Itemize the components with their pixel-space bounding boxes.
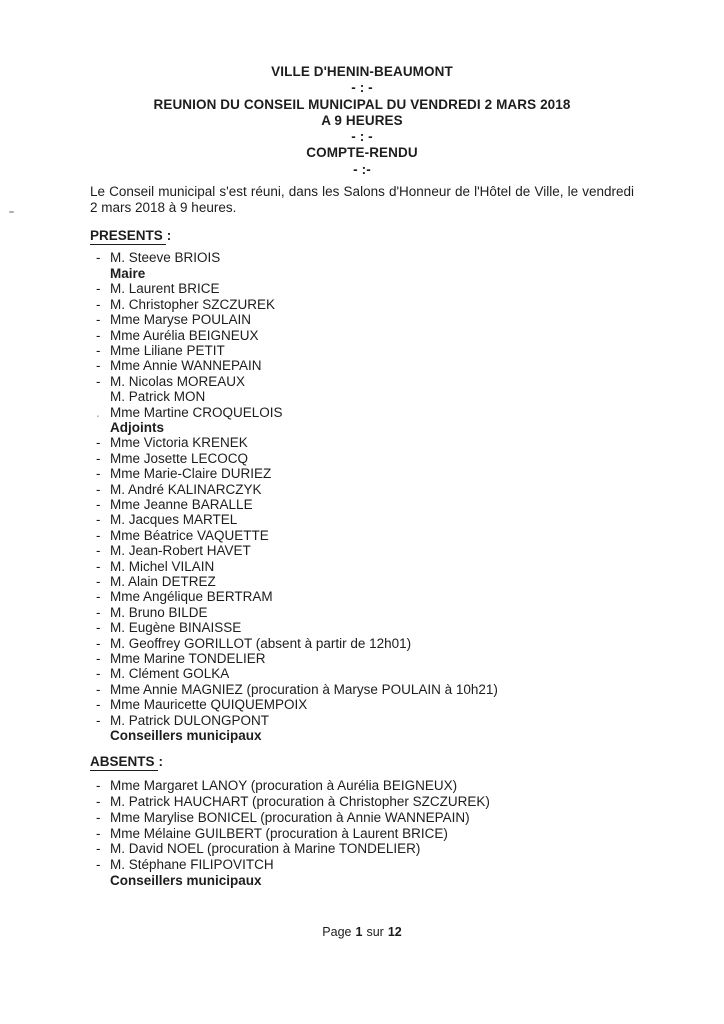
item-text: M. Jean-Robert HAVET bbox=[110, 543, 251, 559]
item-text: Mme Marie-Claire DURIEZ bbox=[110, 466, 272, 482]
dash-bullet: - bbox=[96, 466, 101, 482]
footer-page-number: 1 bbox=[355, 925, 363, 939]
item-text: Mme Béatrice VAQUETTE bbox=[110, 527, 269, 543]
item-text: Conseillers municipaux bbox=[110, 728, 262, 744]
dash-bullet: - bbox=[96, 604, 101, 620]
dash-bullet: - bbox=[96, 435, 101, 451]
heading-colon: : bbox=[166, 228, 172, 244]
dash-bullet: - bbox=[96, 809, 101, 825]
list-item bbox=[96, 857, 634, 873]
intro-paragraph: Le Conseil municipal s'est réuni, dans les Salons d'Honneur de l'Hôtel de Ville, le vendredi 2 mars 2018 à 9 heures. bbox=[90, 184, 634, 216]
section-heading-row bbox=[90, 754, 634, 770]
heading-colon: : bbox=[158, 754, 164, 770]
dash-bullet: - bbox=[96, 697, 101, 713]
item-text: M. Patrick DULONGPONT bbox=[110, 712, 270, 728]
role-label bbox=[96, 728, 634, 743]
list-item bbox=[96, 297, 634, 312]
dash-bullet bbox=[96, 873, 110, 889]
dash-bullet: - bbox=[96, 857, 101, 872]
dash-bullet: - bbox=[96, 681, 101, 697]
list-item bbox=[96, 589, 634, 604]
item-text: M. Clément GOLKA bbox=[110, 666, 230, 682]
absents-heading: ABSENTS bbox=[90, 754, 158, 771]
list-item bbox=[96, 328, 634, 343]
list-item bbox=[96, 826, 634, 842]
list-item bbox=[96, 343, 634, 358]
dash-bullet: - bbox=[96, 327, 101, 343]
list-item bbox=[96, 666, 634, 681]
list-item bbox=[96, 466, 634, 481]
list-item bbox=[96, 559, 634, 574]
list-item bbox=[96, 497, 634, 512]
item-text: Conseillers municipaux bbox=[110, 872, 262, 888]
item-text: Mme Victoria KRENEK bbox=[110, 435, 248, 451]
role-label bbox=[96, 420, 634, 435]
dash-bullet: - bbox=[96, 373, 101, 389]
item-text: Maire bbox=[110, 265, 146, 281]
dash-bullet: - bbox=[96, 558, 101, 574]
dash-bullet: - bbox=[96, 841, 101, 857]
separator-line: - :- bbox=[353, 161, 371, 177]
list-item bbox=[96, 250, 634, 265]
list-item bbox=[96, 451, 634, 466]
list-item bbox=[96, 374, 634, 389]
footer-separator-label: sur bbox=[366, 925, 384, 939]
section-presents bbox=[90, 228, 634, 743]
dash-bullet: - bbox=[96, 666, 101, 682]
presents-list bbox=[90, 250, 634, 743]
dash-bullet: - bbox=[96, 651, 101, 667]
list-item bbox=[96, 543, 634, 558]
list-item bbox=[96, 713, 634, 728]
section-heading-row bbox=[90, 228, 634, 244]
list-item bbox=[96, 636, 634, 651]
item-text: M. Laurent BRICE bbox=[110, 281, 220, 297]
footer-page-total: 12 bbox=[387, 925, 402, 939]
separator-line: - : - bbox=[351, 80, 373, 96]
list-item bbox=[96, 605, 634, 620]
presents-heading: PRESENTS bbox=[90, 228, 166, 245]
item-text: Mme Liliane PETIT bbox=[110, 342, 225, 358]
list-item bbox=[96, 651, 634, 666]
item-text: M. André KALINARCZYK bbox=[110, 481, 262, 497]
city-title: VILLE D'HENIN-BEAUMONT bbox=[271, 64, 453, 79]
dash-bullet: - bbox=[96, 358, 101, 374]
dash-bullet bbox=[96, 266, 110, 281]
item-text: Mme Marylise BONICEL (procuration à Annie WANNEPAIN) bbox=[110, 809, 470, 825]
dash-bullet: - bbox=[96, 589, 101, 605]
list-item bbox=[96, 682, 634, 697]
dash-bullet: - bbox=[96, 481, 101, 497]
item-text: M. Steeve BRIOIS bbox=[110, 250, 221, 266]
list-item bbox=[96, 620, 634, 635]
item-text: Adjoints bbox=[110, 419, 164, 435]
dash-bullet: - bbox=[96, 574, 101, 590]
item-text: Mme Marine TONDELIER bbox=[110, 651, 266, 667]
item-text: Mme Mauricette QUIQUEMPOIX bbox=[110, 697, 308, 713]
list-item bbox=[96, 778, 634, 794]
item-text: M. Alain DETREZ bbox=[110, 574, 216, 590]
scan-speck-icon bbox=[9, 211, 14, 213]
item-text: M. David NOEL (procuration à Marine TONDELIER) bbox=[110, 841, 421, 857]
item-text: Mme Martine CROQUELOIS bbox=[110, 404, 283, 420]
dash-bullet bbox=[96, 420, 110, 435]
item-text: M. Michel VILAIN bbox=[110, 558, 215, 574]
list-item bbox=[96, 512, 634, 527]
meeting-time: A 9 HEURES bbox=[321, 112, 403, 128]
list-item bbox=[96, 312, 634, 327]
item-text: Mme Mélaine GUILBERT (procuration à Laurent BRICE) bbox=[110, 825, 448, 841]
list-item bbox=[96, 358, 634, 373]
document-header bbox=[90, 64, 634, 178]
dash-bullet: . bbox=[96, 404, 100, 420]
dash-bullet: - bbox=[96, 825, 101, 841]
list-item bbox=[96, 405, 634, 420]
dash-bullet bbox=[96, 389, 110, 404]
item-text: Mme Josette LECOCQ bbox=[110, 450, 249, 466]
dash-bullet: - bbox=[96, 527, 101, 543]
item-text: Mme Jeanne BARALLE bbox=[110, 496, 253, 512]
role-label bbox=[96, 873, 634, 889]
section-absents bbox=[90, 754, 634, 888]
list-item bbox=[96, 435, 634, 450]
list-item bbox=[96, 697, 634, 712]
dash-bullet: - bbox=[96, 794, 101, 810]
dash-bullet: - bbox=[96, 512, 101, 528]
list-item bbox=[96, 482, 634, 497]
list-item bbox=[96, 810, 634, 826]
dash-bullet: - bbox=[96, 496, 101, 512]
dash-bullet: - bbox=[96, 450, 101, 466]
absents-list bbox=[90, 778, 634, 888]
item-text: Mme Margaret LANOY (procuration à Aurélia BEIGNEUX) bbox=[110, 778, 458, 794]
item-text: Mme Maryse POULAIN bbox=[110, 312, 252, 328]
item-text: M. Bruno BILDE bbox=[110, 604, 208, 620]
list-item bbox=[96, 281, 634, 296]
dash-bullet: - bbox=[96, 712, 101, 728]
dash-bullet bbox=[96, 728, 110, 743]
dash-bullet: - bbox=[96, 635, 101, 651]
dash-bullet: - bbox=[96, 250, 101, 266]
dash-bullet: - bbox=[96, 312, 101, 328]
item-text: Mme Annie MAGNIEZ (procuration à Maryse POULAIN à 10h21) bbox=[110, 681, 498, 697]
list-item bbox=[96, 841, 634, 857]
page-footer bbox=[0, 925, 724, 939]
list-item bbox=[96, 389, 634, 404]
dash-bullet: - bbox=[96, 620, 101, 636]
separator-line: - : - bbox=[351, 129, 373, 145]
item-text: Mme Angélique BERTRAM bbox=[110, 589, 273, 605]
item-text: M. Patrick HAUCHART (procuration à Christopher SZCZUREK) bbox=[110, 794, 490, 810]
footer-page-label: Page bbox=[322, 925, 352, 939]
list-item bbox=[96, 794, 634, 810]
dash-bullet: - bbox=[96, 296, 101, 312]
item-text: Mme Annie WANNEPAIN bbox=[110, 358, 262, 374]
meeting-title: REUNION DU CONSEIL MUNICIPAL DU VENDREDI 2 MARS 2018 bbox=[153, 96, 571, 112]
role-label bbox=[96, 266, 634, 281]
dash-bullet: - bbox=[96, 543, 101, 559]
dash-bullet: - bbox=[96, 778, 101, 794]
dash-bullet: - bbox=[96, 281, 101, 297]
list-item bbox=[96, 528, 634, 543]
document-type: COMPTE-RENDU bbox=[306, 145, 418, 161]
dash-bullet: - bbox=[96, 342, 101, 358]
item-text: M. Christopher SZCZUREK bbox=[110, 296, 276, 312]
item-text: M. Patrick MON bbox=[110, 389, 206, 405]
item-text: M. Eugène BINAISSE bbox=[110, 620, 242, 636]
list-item bbox=[96, 574, 634, 589]
item-text: M. Stéphane FILIPOVITCH bbox=[110, 857, 274, 872]
item-text: Mme Aurélia BEIGNEUX bbox=[110, 327, 259, 343]
item-text: M. Jacques MARTEL bbox=[110, 512, 238, 528]
item-text: M. Nicolas MOREAUX bbox=[110, 373, 246, 389]
item-text: M. Geoffrey GORILLOT (absent à partir de 12h01) bbox=[110, 635, 412, 651]
